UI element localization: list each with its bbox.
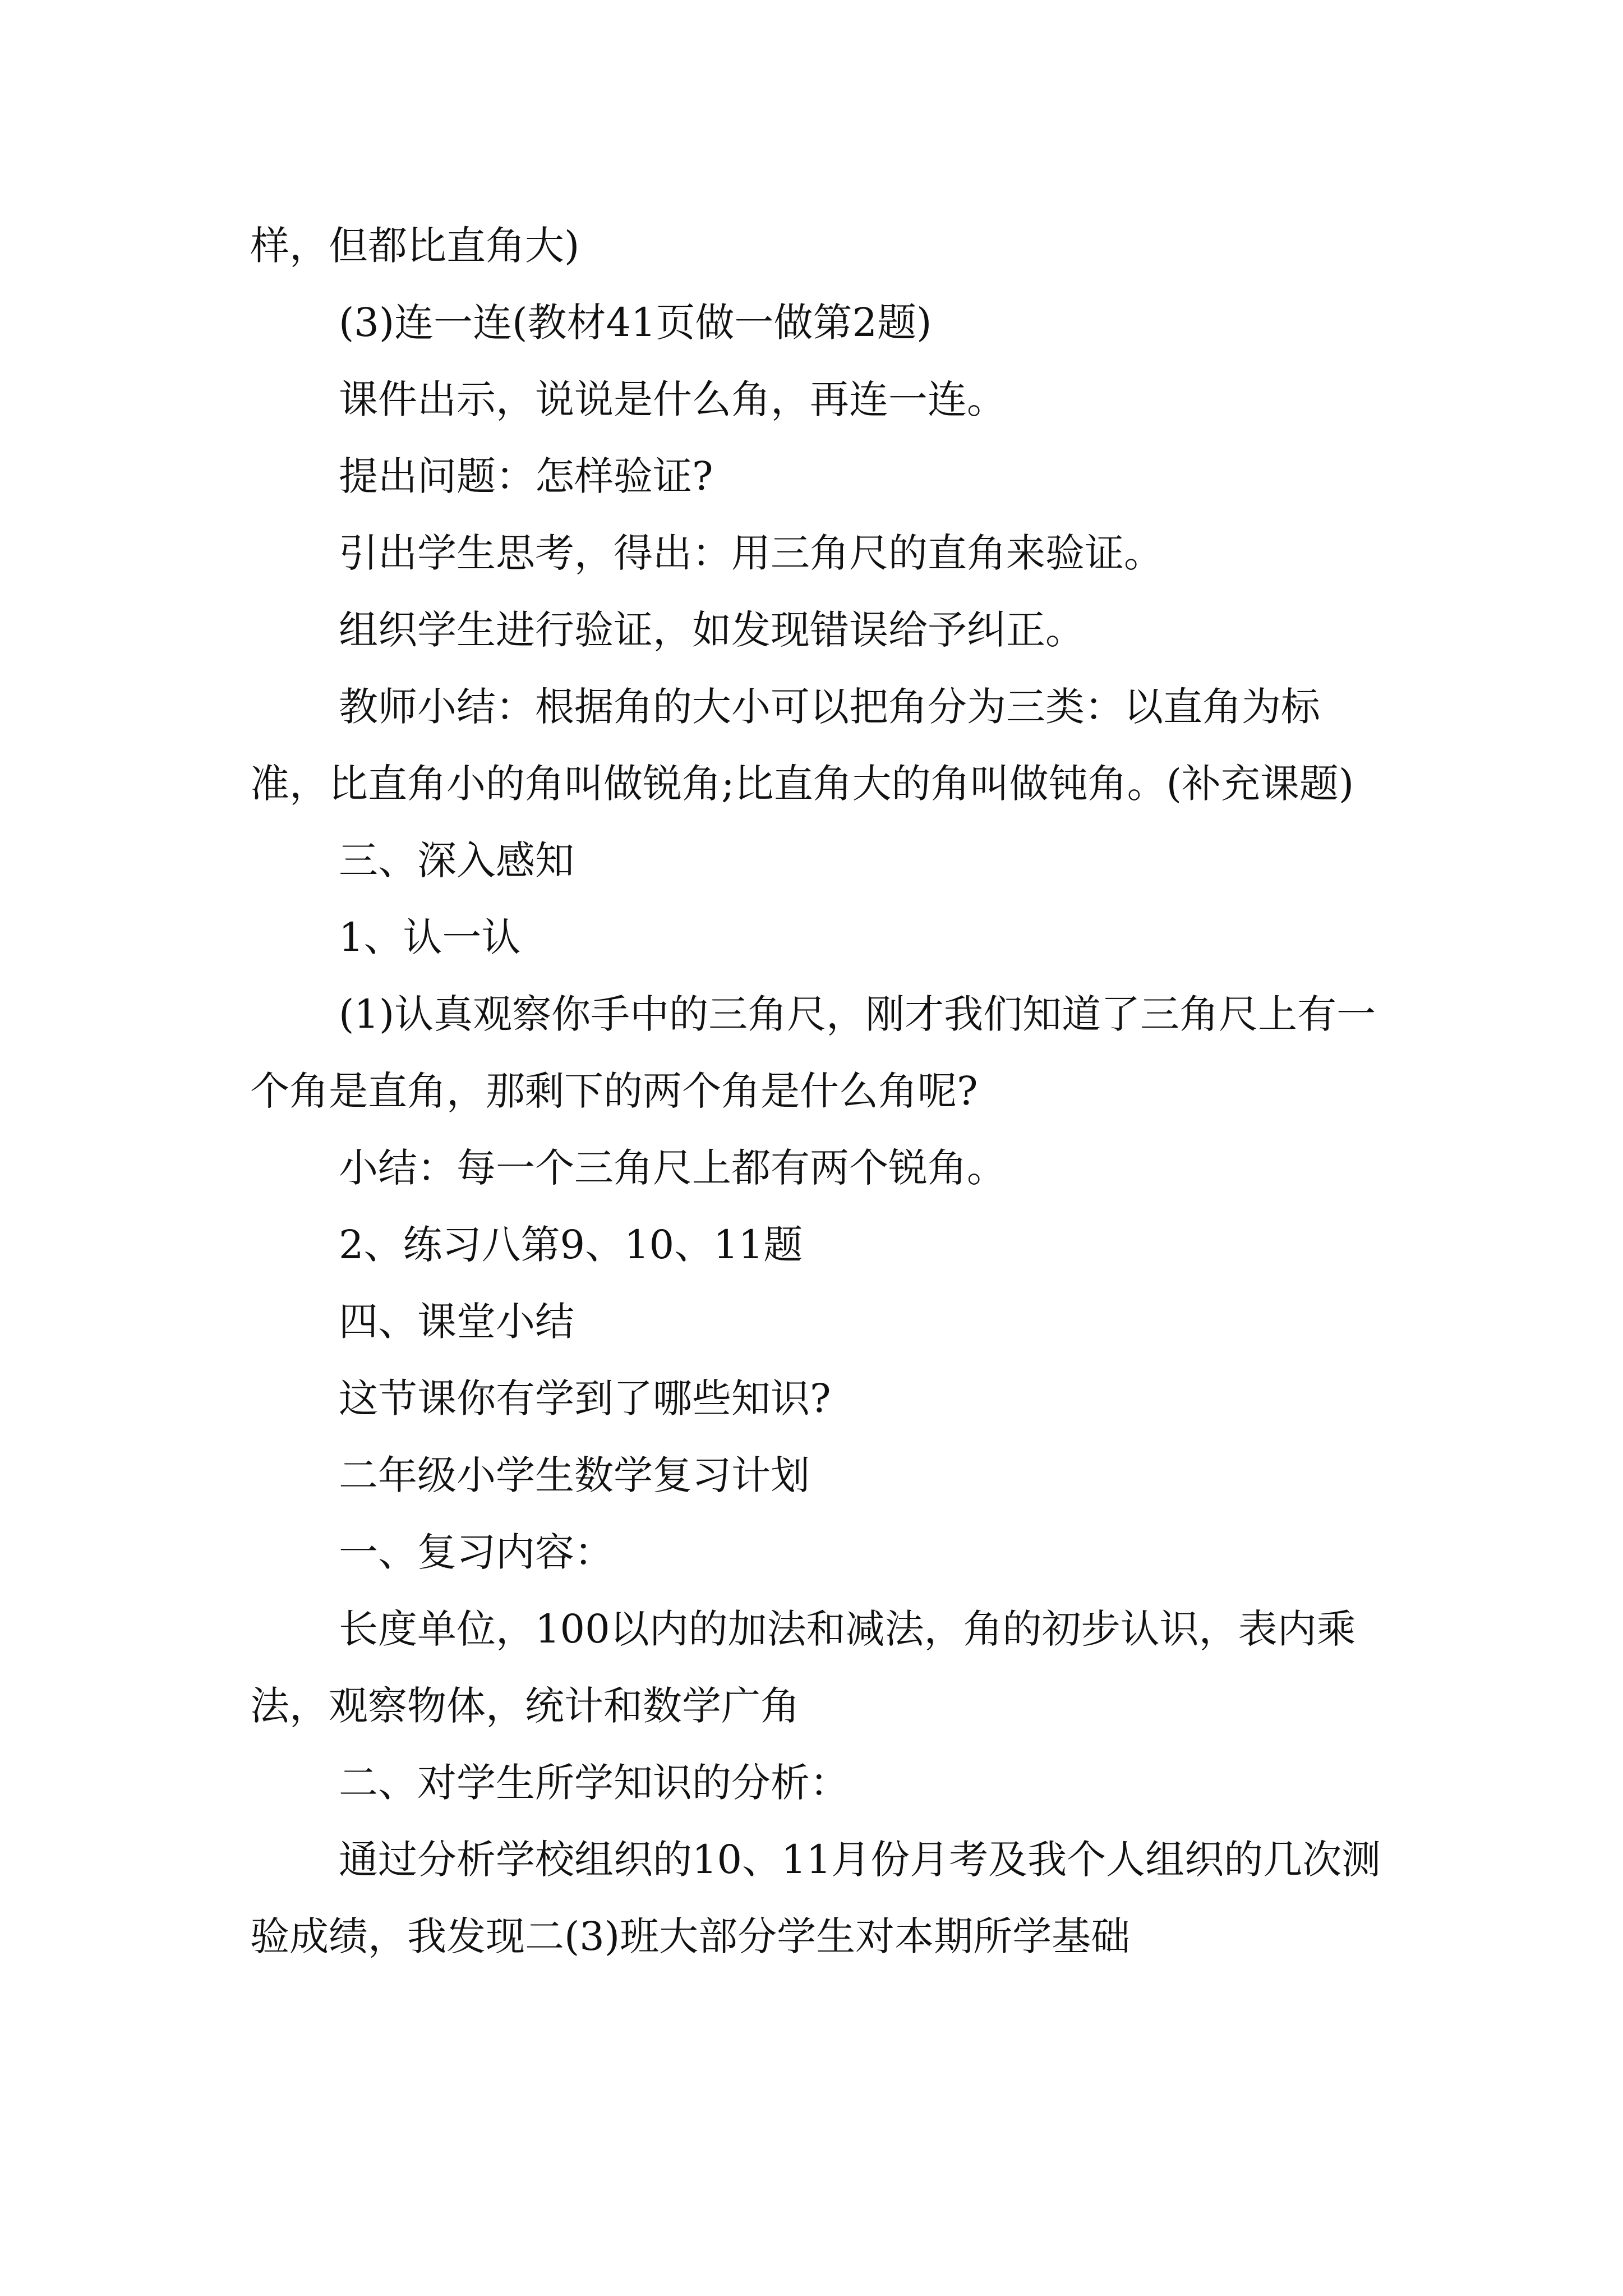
section-heading-review-content: 一、复习内容： [339, 1529, 614, 1575]
paragraph-observe-triangle: (1)认真观察你手中的三角尺，刚才我们知道了三角尺上有一个角是直角，那剩下的两个角是什么角呢? [250, 991, 1376, 1114]
paragraph-summary-acute: 小结：每一个三角尺上都有两个锐角。 [339, 1145, 1006, 1191]
paragraph-what-learned: 这节课你有学到了哪些知识? [339, 1375, 831, 1421]
paragraph-verification: 组织学生进行验证，如发现错误给予纠正。 [339, 607, 1085, 653]
section-heading-3: 三、深入感知 [339, 838, 574, 884]
paragraph-courseware: 课件出示，说说是什么角，再连一连。 [339, 376, 1006, 422]
document-body [250, 208, 1389, 1975]
subheading-recognize: 1、认一认 [339, 914, 521, 960]
paragraph-question: 提出问题：怎样验证? [339, 453, 713, 499]
paragraph-teacher-summary: 教师小结：根据角的大小可以把角分为三类：以直角为标准，比直角小的角叫做锐角;比直角大的角叫做钝角。(补充课题) [250, 684, 1354, 807]
subheading-practice: 2、练习八第9、10、11题 [339, 1222, 803, 1268]
paragraph-continuation: 样，但都比直角大) [250, 223, 580, 269]
paragraph-analysis: 通过分析学校组织的10、11月份月考及我个人组织的几次测验成绩，我发现二(3)班大部分学生对本期所学基础 [250, 1837, 1381, 1959]
paragraph-review-topics: 长度单位，100以内的加法和减法，角的初步认识，表内乘法，观察物体，统计和数学广角 [250, 1606, 1356, 1729]
document-title-review-plan: 二年级小学生数学复习计划 [339, 1452, 810, 1498]
paragraph-student-thinking: 引出学生思考，得出：用三角尺的直角来验证。 [339, 530, 1163, 576]
paragraph-link-exercise: (3)连一连(教材41页做一做第2题) [339, 300, 932, 346]
section-heading-4: 四、课堂小结 [339, 1299, 574, 1345]
section-heading-analysis: 二、对学生所学知识的分析： [339, 1760, 849, 1806]
